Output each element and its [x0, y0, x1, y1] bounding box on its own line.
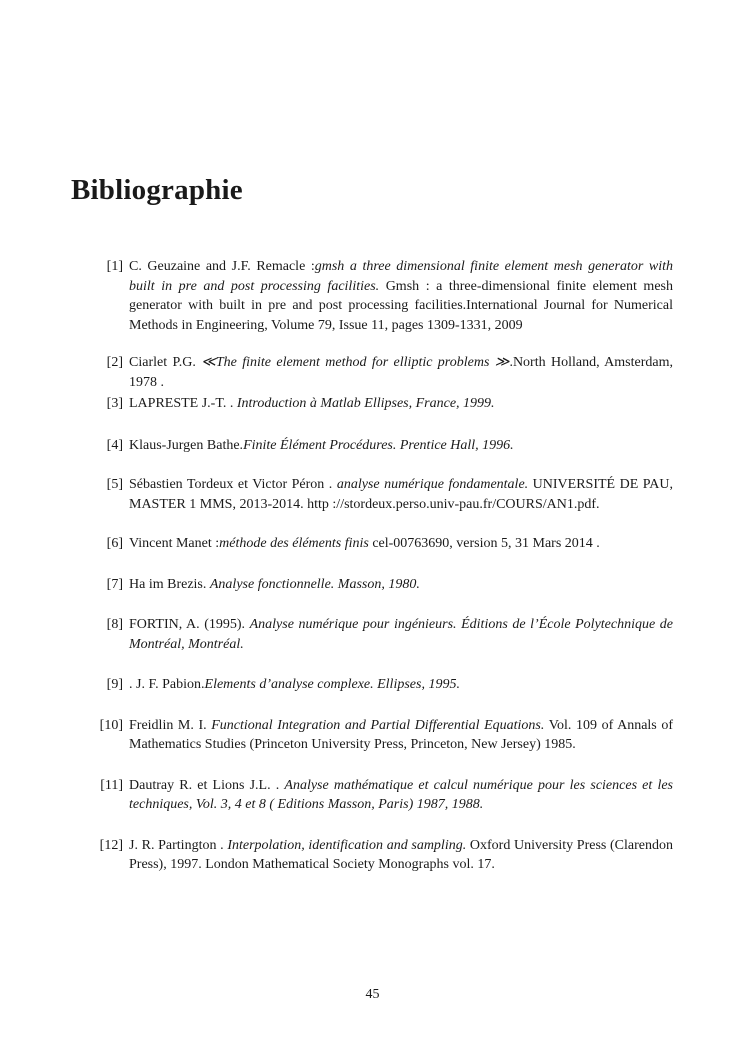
reference-number: [7]: [106, 576, 123, 592]
reference-number: [11]: [100, 777, 123, 793]
reference-item-9: [95, 675, 673, 695]
page-title: Bibliographie: [71, 174, 243, 206]
reference-details: Vol. 109 of Annals of Mathematics Studies (Princeton University Press, Princeton, New Jersey) 1985.: [129, 717, 674, 752]
reference-number: [4]: [106, 437, 123, 453]
reference-title: ≪The finite element method for elliptic problems ≫: [201, 355, 510, 370]
reference-title: Elements d’analyse complexe. Ellipses, 1995.: [204, 677, 460, 692]
reference-title: Interpolation, identification and sampling.: [227, 837, 467, 853]
reference-authors: C. Geuzaine and J.F. Remacle :: [129, 259, 315, 274]
reference-item-7: [95, 575, 673, 595]
reference-number: [8]: [106, 617, 123, 632]
reference-item-11: [95, 776, 673, 815]
reference-item-1: [95, 257, 673, 335]
reference-title: Introduction à Matlab Ellipses, France, 1999.: [236, 396, 495, 411]
reference-authors: Dautray R. et Lions J.L. .: [129, 777, 285, 793]
reference-title: Analyse mathématique et calcul numérique pour les sciences et les techniques, Vol. 3, 4 et 8 ( Editions Masson, Paris) 1987, 1988.: [129, 777, 673, 812]
reference-title: Analyse fonctionnelle. Masson, 1980.: [209, 576, 420, 592]
reference-item-3: [95, 394, 673, 414]
reference-item-8: [95, 615, 673, 654]
reference-title: analyse numérique fondamentale.: [336, 477, 529, 492]
reference-item-2: [95, 353, 673, 392]
reference-number: [9]: [106, 677, 123, 692]
reference-details: Oxford University Press (Clarendon Press), 1997. London Mathematical Society Monographs vol. 17.: [129, 837, 673, 872]
reference-authors: Freidlin M. I.: [129, 717, 212, 733]
reference-title: Functional Integration and Partial Differential Equations.: [211, 717, 545, 733]
page-number: 45: [365, 987, 380, 1002]
reference-number: [1]: [106, 259, 123, 274]
reference-authors: Ciarlet P.G.: [129, 355, 202, 370]
reference-item-6: [95, 534, 673, 554]
reference-details: .North Holland, Amsterdam, 1978 .: [129, 355, 673, 390]
reference-title: Finite Élément Procédures. Prentice Hall, 1996.: [243, 437, 514, 453]
reference-authors: Klaus-Jurgen Bathe.: [129, 437, 244, 453]
reference-title: gmsh a three dimensional finite element mesh generator with built in pre and post processing facilities.: [129, 259, 673, 294]
reference-authors: J. R. Partington .: [129, 837, 228, 853]
reference-number: [10]: [99, 717, 123, 733]
reference-details: Gmsh : a three-dimensional finite element mesh generator with built in pre and post processing facilities.International Journal for Numerical Methods in Engineering, Volume 79, Issue 11, pages 1309-1331, 2009: [129, 278, 673, 333]
reference-item-5: [95, 475, 673, 514]
reference-authors: . J. F. Pabion.: [129, 677, 205, 692]
reference-authors: Sébastien Tordeux et Victor Péron .: [129, 477, 337, 492]
reference-list: [95, 257, 673, 875]
reference-item-4: [95, 436, 673, 456]
reference-authors: FORTIN, A. (1995).: [129, 617, 250, 632]
reference-authors: Vincent Manet :: [129, 536, 220, 551]
reference-item-10: [95, 716, 673, 755]
reference-title: Analyse numérique pour ingénieurs. Éditions de l’École Polytechnique de Montréal, Montréal.: [129, 617, 673, 652]
reference-authors: LAPRESTE J.-T. .: [129, 396, 237, 411]
reference-number: [5]: [106, 477, 123, 492]
reference-number: [6]: [106, 536, 123, 551]
reference-details: cel-00763690, version 5, 31 Mars 2014 .: [368, 536, 600, 551]
reference-item-12: [95, 836, 673, 875]
reference-number: [3]: [106, 396, 123, 411]
reference-authors: Ha im Brezis.: [129, 576, 210, 592]
reference-details: UNIVERSITÉ DE PAU, MASTER 1 MMS, 2013-2014. http ://stordeux.perso.univ-pau.fr/COURS/AN1.pdf.: [129, 477, 673, 512]
reference-title: méthode des éléments finis: [219, 536, 369, 551]
reference-number: [2]: [106, 355, 123, 370]
reference-number: [12]: [99, 837, 123, 853]
